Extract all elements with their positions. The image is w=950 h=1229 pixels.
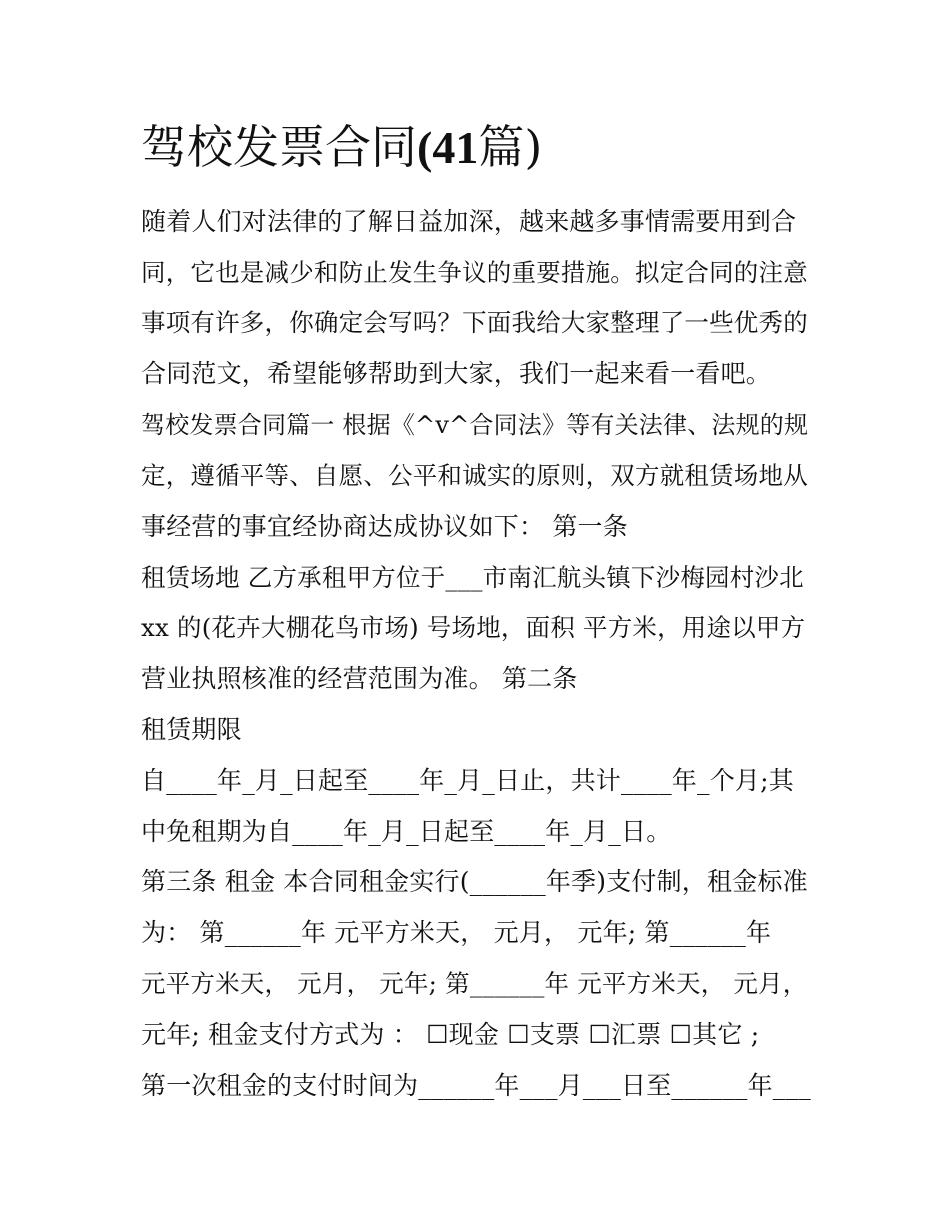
text-line-17: 元年; 租金支付方式为 ： ☐现金 ☐支票 ☐汇票 ☐其它 ; xyxy=(141,1020,760,1049)
text-line-11: 租赁期限 xyxy=(141,715,242,744)
document-title xyxy=(141,118,542,177)
text-line-3: 事项有许多，你确定会写吗？下面我给大家整理了一些优秀的 xyxy=(141,308,808,337)
text-line-10: 营业执照核准的经营范围为准。 第二条 xyxy=(141,664,578,693)
text-line-7: 事经营的事宜经协商达成协议如下： 第一条 xyxy=(141,512,628,541)
text-line-14: 第三条 租金 本合同租金实行(______年季)支付制，租金标准 xyxy=(141,867,808,896)
text-line-16: 元平方米天， 元月， 元年; 第______年 元平方米天， 元月， xyxy=(141,969,808,998)
title-suffix: 篇) xyxy=(478,120,543,174)
text-line-2: 同，它也是减少和防止发生争议的重要措施。拟定合同的注意 xyxy=(141,258,808,287)
text-line-13: 中免租期为自____年_月_日起至____年_月_日。 xyxy=(141,817,672,846)
text-line-9: xx 的(花卉大棚花鸟市场) 号场地，面积 平方米，用途以甲方 xyxy=(141,613,806,642)
text-line-18: 第一次租金的支付时间为______年___月___日至______年___ xyxy=(141,1071,811,1100)
text-line-8: 租赁场地 乙方承租甲方位于___市南汇航头镇下沙梅园村沙北 xyxy=(141,563,804,592)
text-line-6: 定，遵循平等、自愿、公平和诚实的原则，双方就租赁场地从 xyxy=(141,461,808,490)
text-line-5: 驾校发票合同篇一 根据《^v^合同法》等有关法律、法规的规 xyxy=(141,411,809,439)
title-text: 驾校发票合同 xyxy=(141,120,417,174)
text-line-12: 自____年_月_日起至____年_月_日止，共计____年_个月;其 xyxy=(141,766,794,795)
text-line-1: 随着人们对法律的了解日益加深，越来越多事情需要用到合 xyxy=(141,207,797,236)
title-count: (41 xyxy=(417,122,479,173)
text-line-15: 为： 第______年 元平方米天， 元月， 元年; 第______年 xyxy=(141,918,772,947)
text-line-4: 合同范文，希望能够帮助到大家，我们一起来看一看吧。 xyxy=(141,359,772,388)
